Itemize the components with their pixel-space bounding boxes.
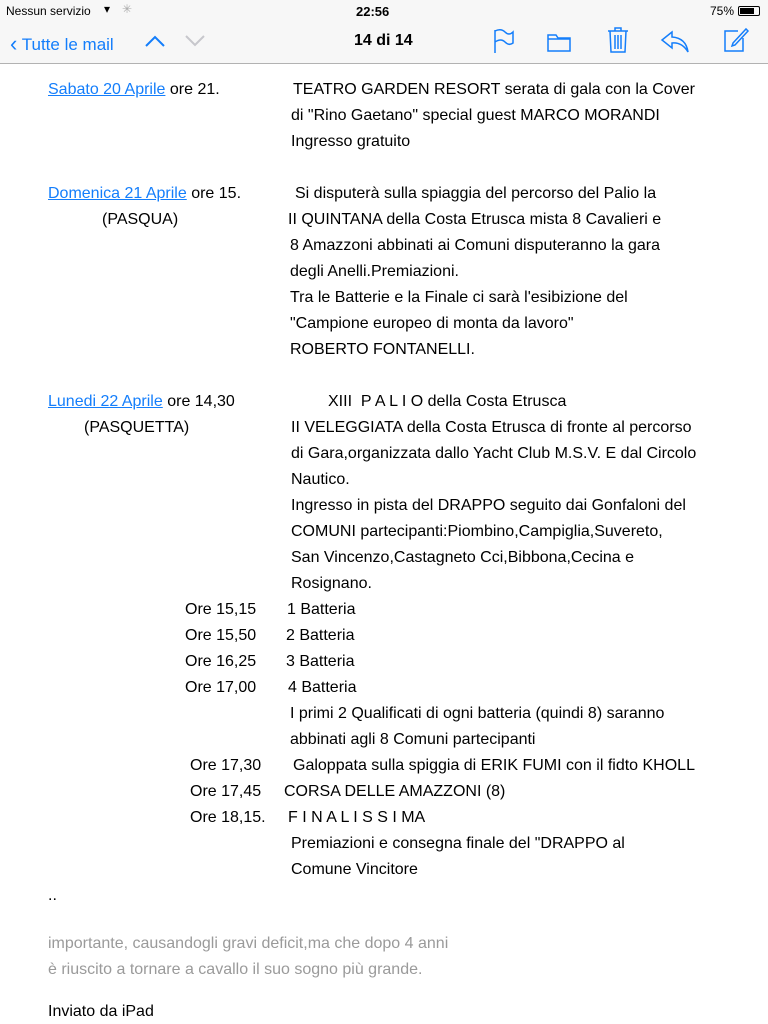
schedule-time: Ore 17,00 (185, 679, 257, 696)
message-counter: 14 di 14 (354, 32, 413, 49)
schedule-time: Ore 15,50 (185, 627, 257, 644)
schedule-text: Premiazioni e consegna finale del "DRAPPO al (291, 835, 625, 852)
event-date: Sabato 20 Aprile ore 21. (48, 81, 220, 98)
text-line: Tra le Batterie e la Finale ci sarà l'esibizione del (290, 289, 628, 306)
text-line: Ingresso gratuito (291, 133, 411, 150)
schedule-text: 4 Batteria (288, 679, 357, 696)
text-line: Rosignano. (291, 575, 372, 592)
schedule-time: Ore 18,15. (190, 809, 266, 826)
text-line: II QUINTANA della Costa Etrusca mista 8 Cavalieri e (288, 211, 662, 228)
chevron-up-icon[interactable] (144, 34, 166, 48)
schedule-text: 3 Batteria (286, 653, 355, 670)
schedule-text: abbinati agli 8 Comuni partecipanti (290, 731, 536, 748)
text-line: ROBERTO FONTANELLI. (290, 341, 475, 358)
status-bar (0, 0, 768, 22)
reply-icon[interactable] (660, 30, 690, 54)
flag-icon[interactable] (492, 28, 516, 54)
ghost-text: è riuscito a tornare a cavallo il suo sogno più grande. (48, 961, 423, 978)
text-line: COMUNI partecipanti:Piombino,Campiglia,Suvereto, (291, 523, 663, 540)
ghost-text: importante, causandogli gravi deficit,ma che dopo 4 anni (48, 935, 449, 952)
schedule-time: Ore 17,30 (190, 757, 262, 774)
text-line: Si disputerà sulla spiaggia del percorso del Palio la (295, 185, 657, 202)
schedule-text: F I N A L I S S I MA (288, 809, 426, 826)
text-line: XIII P A L I O della Costa Etrusca (328, 393, 567, 410)
event-date: Domenica 21 Aprile ore 15. (48, 185, 242, 202)
event-date: Lunedi 22 Aprile ore 14,30 (48, 393, 235, 410)
battery-icon (738, 6, 760, 16)
event-note: (PASQUA) (102, 211, 179, 228)
schedule-time: Ore 16,25 (185, 653, 257, 670)
date-link[interactable]: Sabato 20 Aprile (48, 81, 166, 98)
text-line: Nautico. (291, 471, 350, 488)
signature: Inviato da iPad (48, 1003, 154, 1020)
wifi-icon: ▾ (104, 2, 111, 16)
clock: 22:56 (356, 4, 390, 19)
schedule-text: 2 Batteria (286, 627, 355, 644)
schedule-text: 1 Batteria (287, 601, 356, 618)
nav-bar (0, 22, 768, 64)
text-line: TEATRO GARDEN RESORT serata di gala con la Cover (293, 81, 695, 98)
schedule-time: Ore 15,15 (185, 601, 257, 618)
trash-icon[interactable] (606, 26, 630, 54)
schedule-time: Ore 17,45 (190, 783, 262, 800)
back-button[interactable] (10, 30, 114, 56)
schedule-text: CORSA DELLE AMAZZONI (8) (284, 783, 506, 800)
text-line: degli Anelli.Premiazioni. (290, 263, 459, 280)
ellipsis-text: .. (48, 887, 57, 904)
chevron-down-icon[interactable] (184, 34, 206, 48)
text-line: Ingresso in pista del DRAPPO seguito dai Gonfaloni del (291, 497, 686, 514)
back-label: Tutte le mail (21, 35, 114, 54)
date-link[interactable]: Lunedi 22 Aprile (48, 393, 163, 410)
event-note: (PASQUETTA) (84, 419, 190, 436)
schedule-text: I primi 2 Qualificati di ogni batteria (quindi 8) saranno (290, 705, 665, 722)
text-line: di Gara,organizzata dallo Yacht Club M.S.V. E dal Circolo (291, 445, 697, 462)
text-line: II VELEGGIATA della Costa Etrusca di fronte al percorso (291, 419, 692, 436)
compose-icon[interactable] (722, 26, 750, 54)
battery-percent: 75% (710, 4, 735, 18)
schedule-text: Comune Vincitore (291, 861, 418, 878)
text-line: 8 Amazzoni abbinati ai Comuni disputeranno la gara (290, 237, 661, 254)
text-line: "Campione europeo di monta da lavoro" (290, 315, 574, 332)
chevron-left-icon: ‹ (10, 31, 18, 56)
schedule-text: Galoppata sulla spiggia di ERIK FUMI con il fidto KHOLL (293, 757, 695, 774)
date-link[interactable]: Domenica 21 Aprile (48, 185, 187, 202)
carrier: Nessun servizio (6, 4, 91, 18)
text-line: di "Rino Gaetano" special guest MARCO MORANDI (291, 107, 660, 124)
text-line: San Vincenzo,Castagneto Cci,Bibbona,Cecina e (291, 549, 635, 566)
loading-icon: ✳ (122, 2, 133, 16)
folder-icon[interactable] (546, 31, 572, 53)
